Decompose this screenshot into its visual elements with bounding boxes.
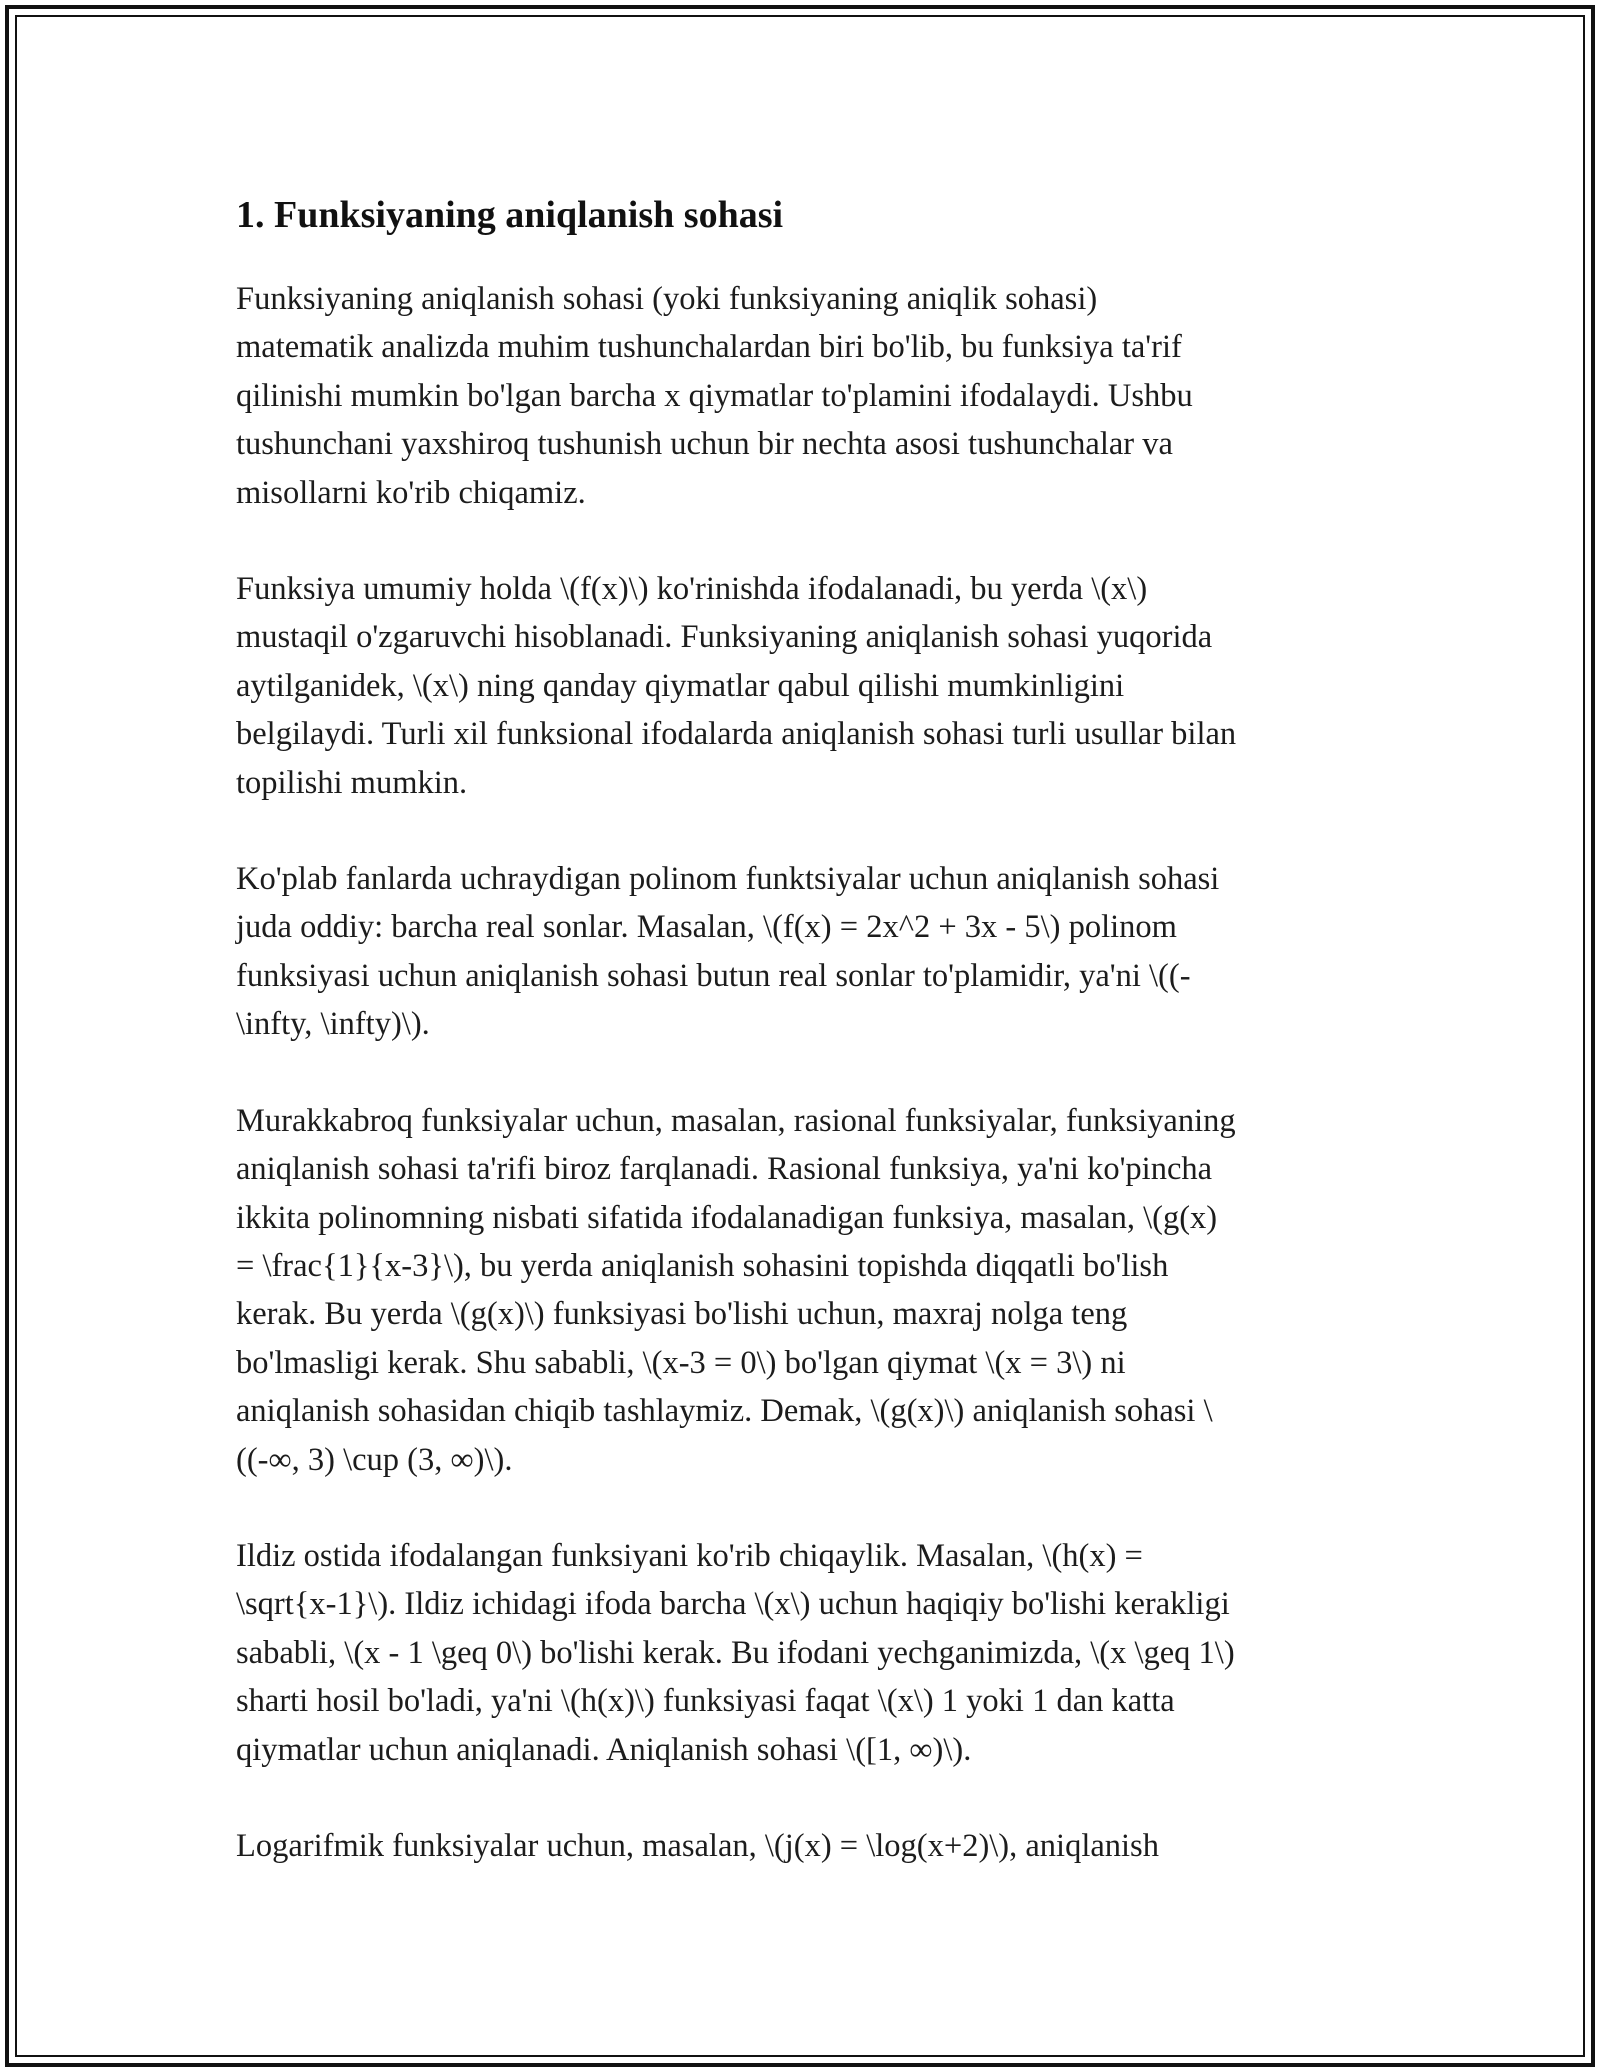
- paragraph-line: aytilganidek, \(x\) ning qanday qiymatlar qabul qilishi mumkinligini: [236, 667, 1125, 704]
- body-paragraph: [236, 1822, 1386, 1870]
- paragraph-line: funksiyasi uchun aniqlanish sohasi butun real sonlar to'plamidir, ya'ni \((-: [236, 957, 1191, 994]
- paragraph-line: ikkita polinomning nisbati sifatida ifodalanadigan funksiya, masalan, \(g(x): [236, 1199, 1218, 1236]
- paragraph-line: juda oddiy: barcha real sonlar. Masalan, \(f(x) = 2x^2 + 3x - 5\) polinom: [236, 909, 1177, 946]
- paragraph-line: aniqlanish sohasidan chiqib tashlaymiz. Demak, \(g(x)\) aniqlanish sohasi \: [236, 1393, 1213, 1430]
- paragraph-list: [236, 275, 1386, 1870]
- paragraph-line: = \frac{1}{x-3}\), bu yerda aniqlanish sohasini topishda diqqatli bo'lish: [236, 1247, 1169, 1284]
- paragraph-line: Ko'plab fanlarda uchraydigan polinom funktsiyalar uchun aniqlanish sohasi: [236, 861, 1220, 898]
- paragraph-line: Funksiya umumiy holda \(f(x)\) ko'rinishda ifodalanadi, bu yerda \(x\): [236, 571, 1148, 608]
- paragraph-line: Logarifmik funksiyalar uchun, masalan, \(j(x) = \log(x+2)\), aniqlanish: [236, 1827, 1159, 1864]
- body-paragraph: [236, 565, 1386, 807]
- paragraph-line: sharti hosil bo'ladi, ya'ni \(h(x)\) funksiyasi faqat \(x\) 1 yoki 1 dan katta: [236, 1683, 1175, 1720]
- paragraph-line: aniqlanish sohasi ta'rifi biroz farqlanadi. Rasional funksiya, ya'ni ko'pincha: [236, 1151, 1213, 1188]
- paragraph-line: belgilaydi. Turli xil funksional ifodalarda aniqlanish sohasi turli usullar bilan: [236, 716, 1237, 753]
- paragraph-line: misollarni ko'rib chiqamiz.: [236, 474, 586, 511]
- body-paragraph: [236, 1532, 1386, 1774]
- paragraph-line: sababli, \(x - 1 \geq 0\) bo'lishi kerak. Bu ifodani yechganimizda, \(x \geq 1\): [236, 1634, 1235, 1671]
- paragraph-line: qilinishi mumkin bo'lgan barcha x qiymatlar to'plamini ifodalaydi. Ushbu: [236, 377, 1193, 414]
- paragraph-line: \sqrt{x-1}\). Ildiz ichidagi ifoda barcha \(x\) uchun haqiqiy bo'lishi kerakligi: [236, 1586, 1230, 1623]
- paragraph-line: topilishi mumkin.: [236, 764, 468, 801]
- paragraph-line: mustaqil o'zgaruvchi hisoblanadi. Funksiyaning aniqlanish sohasi yuqorida: [236, 619, 1213, 656]
- paragraph-line: tushunchani yaxshiroq tushunish uchun bir nechta asosi tushunchalar va: [236, 426, 1173, 463]
- paragraph-line: \infty, \infty)\).: [236, 1006, 430, 1043]
- paragraph-line: Funksiyaning aniqlanish sohasi (yoki funksiyaning aniqlik sohasi): [236, 281, 1098, 317]
- paragraph-line: qiymatlar uchun aniqlanadi. Aniqlanish sohasi \([1, ∞)\).: [236, 1731, 972, 1768]
- body-paragraph: [236, 275, 1386, 517]
- body-paragraph: [236, 855, 1386, 1049]
- paragraph-line: bo'lmasligi kerak. Shu sababli, \(x-3 = 0\) bo'lgan qiymat \(x = 3\) ni: [236, 1344, 1126, 1381]
- paragraph-line: ((-∞, 3) \cup (3, ∞)\).: [236, 1441, 513, 1478]
- body-paragraph: [236, 1097, 1386, 1484]
- paragraph-line: matematik analizda muhim tushunchalardan biri bo'lib, bu funksiya ta'rif: [236, 329, 1182, 366]
- document-body: [236, 185, 1386, 1918]
- paragraph-line: Murakkabroq funksiyalar uchun, masalan, rasional funksiyalar, funksiyaning: [236, 1102, 1236, 1139]
- section-heading: 1. Funksiyaning aniqlanish sohasi: [236, 194, 784, 236]
- paragraph-line: Ildiz ostida ifodalangan funksiyani ko'rib chiqaylik. Masalan, \(h(x) =: [236, 1537, 1143, 1574]
- paragraph-line: kerak. Bu yerda \(g(x)\) funksiyasi bo'lishi uchun, maxraj nolga teng: [236, 1296, 1128, 1333]
